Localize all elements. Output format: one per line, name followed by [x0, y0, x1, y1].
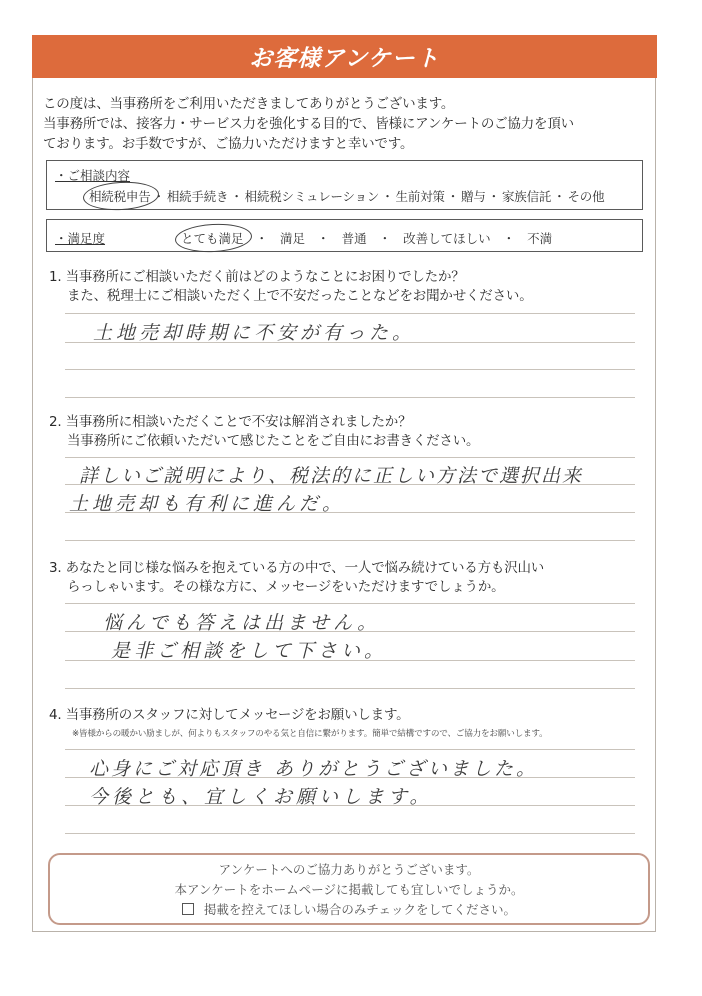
intro-line: 当事務所では、接客力・サービス力を強化する目的で、皆様にアンケートのご協力を頂い: [43, 116, 574, 132]
question-4: [49, 706, 649, 808]
question-3: [49, 559, 649, 662]
consultation-option[interactable]: 相続手続き: [166, 189, 229, 204]
question-2: [49, 413, 649, 515]
consultation-option[interactable]: 生前対策: [395, 189, 445, 204]
satisfaction-option[interactable]: 普通: [341, 231, 367, 246]
consultation-label: ・ご相談内容: [55, 168, 131, 183]
satisfaction-option[interactable]: 満足: [280, 231, 306, 246]
intro-line: この度は、当事務所をご利用いただきましてありがとうございます。: [43, 96, 455, 112]
satisfaction-option-selected[interactable]: とても満足: [181, 231, 244, 246]
handwritten-answer: 土地売却時期に不安が有った。: [93, 322, 416, 344]
satisfaction-box: [46, 219, 643, 252]
handwritten-answer: 悩んでも答えは出ません。: [103, 612, 381, 634]
question-text: 4. 当事務所のスタッフに対してメッセージをお願いします。: [49, 707, 410, 723]
publication-opt-out: [50, 900, 648, 920]
consultation-option-selected[interactable]: 相続税申告: [89, 189, 151, 204]
handwritten-answer: 今後とも、宜しくお願いします。: [89, 786, 433, 808]
intro-line: ております。お手数ですが、ご協力いただけますと幸いです。: [43, 136, 414, 152]
satisfaction-option[interactable]: 改善してほしい: [403, 231, 491, 246]
intro-text: [43, 94, 653, 154]
consultation-options: 相続税申告 ・ 相続手続き ・ 相続税シミュレーション ・ 生前対策 ・ 贈与 ・ 家族信託 ・ その他: [89, 189, 605, 204]
question-note: ※皆様からの暖かい励ましが、何よりもスタッフのやる気と自信に繋がります。簡単で結構ですので、ご協力をお願いします。: [72, 729, 548, 739]
consultation-option[interactable]: 家族信託: [501, 189, 552, 204]
question-text: 2. 当事務所に相談いただくことで不安は解消されましたか？ 当事務所にご依頼いただいて感じたことをご自由にお書きください。: [49, 414, 480, 449]
opt-out-label: 掲載を控えてほしい場合のみチェックをしてください。: [203, 902, 517, 917]
satisfaction-option[interactable]: 不満: [527, 231, 553, 246]
handwritten-answer: 是非ご相談をして下さい。: [111, 640, 388, 662]
satisfaction-options: とても満足 ・ 満足 ・ 普通 ・ 改善してほしい ・ 不満: [181, 231, 553, 246]
consultation-option[interactable]: 贈与: [461, 189, 486, 204]
publication-consent-box: [48, 853, 650, 925]
opt-out-checkbox[interactable]: [182, 903, 194, 915]
footer-thanks: アンケートへのご協力ありがとうございます。: [218, 862, 480, 877]
consultation-option[interactable]: 相続税シミュレーション: [244, 189, 380, 204]
consultation-option[interactable]: その他: [567, 189, 605, 204]
question-text: 3. あなたと同じ様な悩みを抱えている方の中で、一人で悩み続けている方も沢山い らっしゃいます。その様な方に、メッセージをいただけますでしょうか。: [49, 560, 545, 595]
handwritten-answer: 土地売却も有利に進んだ。: [69, 493, 346, 515]
question-1: [49, 268, 649, 344]
consultation-box: [46, 160, 643, 210]
survey-title: お客様アンケート: [249, 46, 440, 72]
footer-question: 本アンケートをホームページに掲載しても宜しいでしょうか。: [174, 882, 524, 897]
satisfaction-label: ・満足度: [55, 231, 106, 246]
survey-header: [32, 35, 657, 78]
handwritten-answer: 詳しいご説明により、税法的に正しい方法で選択出来: [79, 465, 584, 487]
handwritten-answer: 心身にご対応頂き ありがとうございました。: [89, 758, 539, 780]
question-text: 1. 当事務所にご相談いただく前はどのようなことにお困りでしたか？ また、税理士にご相談いただく上で不安だったことなどをお聞かせください。: [49, 269, 533, 304]
